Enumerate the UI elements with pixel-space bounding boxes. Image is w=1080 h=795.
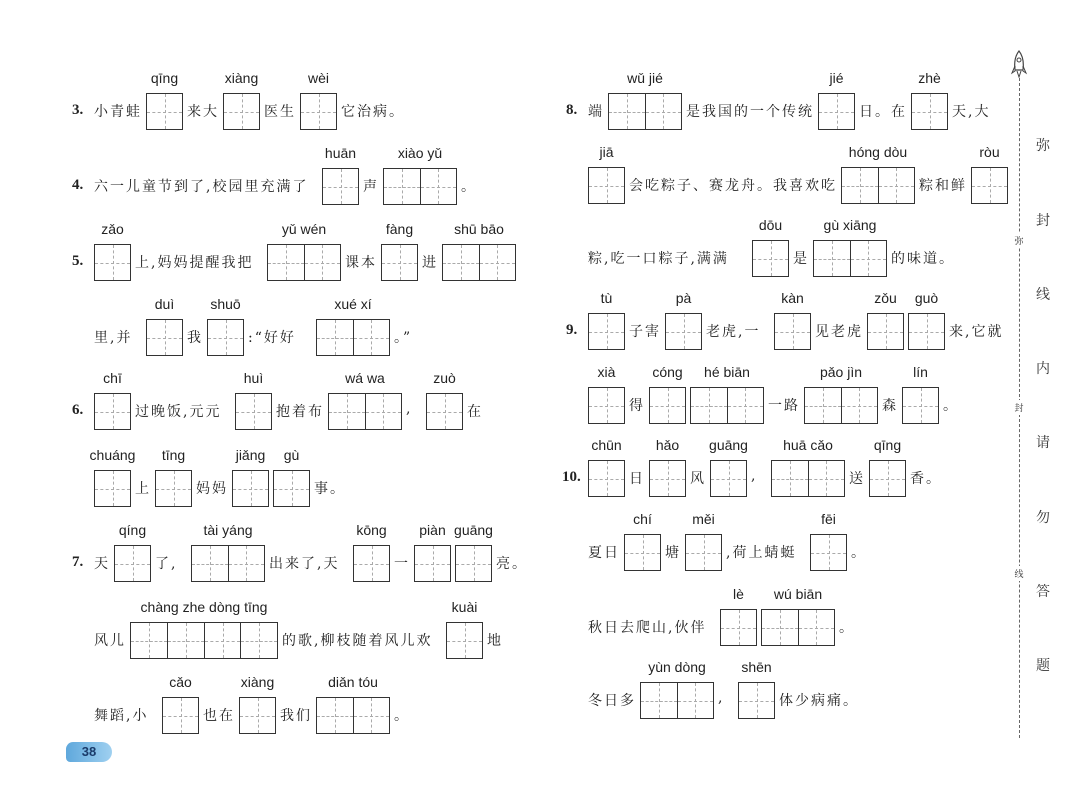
pinyin-label: jié: [829, 70, 844, 86]
tianzige-answer-box[interactable]: [146, 93, 183, 130]
tianzige-answer-box[interactable]: [114, 545, 151, 582]
tianzige-answer-box[interactable]: [588, 167, 625, 204]
question-number: 5.: [72, 253, 84, 269]
pinyin-label: tài yáng: [203, 522, 253, 538]
sentence-text: 日。在: [859, 104, 907, 120]
tianzige-cell[interactable]: [909, 314, 944, 349]
tianzige-cell[interactable]: [131, 623, 167, 658]
sentence-text: 。: [839, 620, 855, 636]
pinyin-label: ròu: [979, 144, 1000, 160]
sentence-text: 是: [793, 251, 809, 267]
tianzige-answer-box[interactable]: [191, 545, 265, 582]
tianzige-cell[interactable]: [641, 683, 677, 718]
sentence-text: 地: [487, 633, 503, 649]
tianzige-answer-box[interactable]: [130, 622, 278, 659]
tianzige-cell[interactable]: [711, 461, 746, 496]
tianzige-cell[interactable]: [115, 546, 150, 581]
sentence-text: 医生: [264, 104, 296, 120]
sentence-text: 冬日多: [588, 693, 636, 709]
pinyin-label: guò: [914, 290, 939, 306]
pinyin-label: gù: [283, 447, 300, 463]
tianzige-cell[interactable]: [240, 698, 275, 733]
pinyin-label: yùn dòng: [648, 659, 706, 675]
sentence-text: 妈妈: [196, 481, 228, 497]
tianzige-cell[interactable]: [95, 471, 130, 506]
sentence-text: 的味道。: [891, 251, 955, 267]
pinyin-label: cǎo: [169, 674, 192, 690]
tianzige-cell[interactable]: [753, 241, 788, 276]
sentence-text: 亮。: [496, 556, 528, 572]
tianzige-answer-box[interactable]: [867, 313, 904, 350]
tianzige-answer-box[interactable]: [162, 697, 199, 734]
tianzige-cell[interactable]: [317, 698, 353, 733]
pinyin-label: shū bāo: [454, 221, 504, 237]
tianzige-cell[interactable]: [95, 245, 130, 280]
tianzige-answer-box[interactable]: [155, 470, 192, 507]
tianzige-cell[interactable]: [842, 168, 878, 203]
sentence-text: 粽,吃一口粽子,满满: [588, 251, 729, 267]
sentence-text: ,: [406, 401, 413, 417]
binding-char: 勿: [1036, 510, 1050, 526]
tianzige-cell[interactable]: [589, 388, 624, 423]
tianzige-answer-box[interactable]: [267, 244, 341, 281]
tianzige-cell[interactable]: [686, 535, 721, 570]
tianzige-answer-box[interactable]: [273, 470, 310, 507]
tianzige-cell[interactable]: [972, 168, 1007, 203]
tianzige-cell[interactable]: [236, 394, 271, 429]
tianzige-answer-box[interactable]: [383, 168, 457, 205]
tianzige-cell[interactable]: [456, 546, 491, 581]
tianzige-cell[interactable]: [811, 535, 846, 570]
pinyin-label: wǔ jié: [627, 70, 663, 86]
pinyin-label: piàn: [419, 522, 446, 538]
pinyin-label: lín: [913, 364, 928, 380]
sentence-text: 天: [94, 556, 110, 572]
pinyin-label: chī: [103, 370, 122, 386]
sentence-text: 香。: [910, 471, 942, 487]
tianzige-cell[interactable]: [323, 169, 358, 204]
tianzige-cell[interactable]: [650, 461, 685, 496]
sentence-text: 风儿: [94, 633, 126, 649]
sentence-text: ,: [718, 690, 725, 706]
pinyin-label: chūn: [591, 437, 622, 453]
tianzige-cell[interactable]: [721, 610, 756, 645]
binding-char: 封: [1036, 213, 1050, 229]
tianzige-answer-box[interactable]: [94, 244, 131, 281]
tianzige-cell[interactable]: [224, 94, 259, 129]
tianzige-answer-box[interactable]: [902, 387, 939, 424]
binding-char: 题: [1036, 658, 1050, 674]
tianzige-cell[interactable]: [739, 683, 774, 718]
tianzige-cell[interactable]: [645, 94, 681, 129]
pinyin-label: xià: [597, 364, 616, 380]
pinyin-label: chàng zhe dòng tīng: [140, 599, 268, 615]
binding-small-char: 线: [1014, 566, 1023, 581]
sentence-text: 进: [422, 255, 438, 271]
pinyin-label: zhè: [918, 70, 941, 86]
tianzige-answer-box[interactable]: [300, 93, 337, 130]
sentence-text: 抱着布: [276, 404, 324, 420]
sentence-text: 子害: [629, 324, 661, 340]
pinyin-label: xué xí: [334, 296, 372, 312]
sentence-text: 。: [394, 708, 410, 724]
pinyin-label: xiàng: [224, 70, 259, 86]
sentence-text: 老虎,一: [706, 324, 761, 340]
tianzige-cell[interactable]: [870, 461, 905, 496]
tianzige-answer-box[interactable]: [774, 313, 811, 350]
pinyin-label: cóng: [652, 364, 683, 380]
pinyin-label: lè: [733, 586, 744, 602]
tianzige-cell[interactable]: [420, 169, 456, 204]
sentence-text: 也在: [203, 708, 235, 724]
tianzige-answer-box[interactable]: [446, 622, 483, 659]
pinyin-label: pà: [675, 290, 692, 306]
sentence-text: 声: [363, 179, 379, 195]
tianzige-cell[interactable]: [304, 245, 340, 280]
sentence-text: 天,大: [952, 104, 991, 120]
tianzige-cell[interactable]: [384, 169, 420, 204]
tianzige-answer-box[interactable]: [813, 240, 887, 277]
tianzige-cell[interactable]: [625, 535, 660, 570]
question-number: 6.: [72, 402, 84, 418]
tianzige-answer-box[interactable]: [665, 313, 702, 350]
tianzige-answer-box[interactable]: [908, 313, 945, 350]
question-number: 9.: [566, 322, 578, 338]
sentence-text: 课本: [345, 255, 377, 271]
sentence-text: 森: [882, 398, 898, 414]
tianzige-cell[interactable]: [317, 320, 353, 355]
tianzige-answer-box[interactable]: [207, 319, 244, 356]
tianzige-answer-box[interactable]: [588, 460, 625, 497]
sentence-text: 会吃粽子、赛龙舟。我喜欢吃: [629, 178, 837, 194]
tianzige-cell[interactable]: [691, 388, 727, 423]
pinyin-label: tīng: [161, 447, 186, 463]
tianzige-answer-box[interactable]: [223, 93, 260, 130]
pinyin-label: qīng: [873, 437, 902, 453]
sentence-text: 上,妈妈提醒我把: [135, 255, 254, 271]
tianzige-cell[interactable]: [878, 168, 914, 203]
sentence-text: 出来了,天: [269, 556, 340, 572]
pinyin-label: zuò: [433, 370, 456, 386]
sentence-text: 来,它就: [949, 324, 1004, 340]
page-number-badge: 38: [66, 742, 112, 762]
pinyin-label: tù: [600, 290, 613, 306]
sentence-text: 事。: [314, 481, 346, 497]
tianzige-answer-box[interactable]: [426, 393, 463, 430]
pinyin-label: xiào yǔ: [397, 145, 443, 161]
tianzige-cell[interactable]: [95, 394, 130, 429]
tianzige-answer-box[interactable]: [649, 387, 686, 424]
tianzige-cell[interactable]: [204, 623, 241, 658]
tianzige-cell[interactable]: [479, 245, 515, 280]
tianzige-answer-box[interactable]: [588, 313, 625, 350]
tianzige-answer-box[interactable]: [414, 545, 451, 582]
tianzige-cell[interactable]: [868, 314, 903, 349]
tianzige-cell[interactable]: [609, 94, 645, 129]
pinyin-label: fēi: [821, 511, 836, 527]
sentence-text: 。: [461, 179, 477, 195]
tianzige-answer-box[interactable]: [911, 93, 948, 130]
sentence-text: 一路: [768, 398, 800, 414]
tianzige-cell[interactable]: [589, 314, 624, 349]
sentence-text: 我: [187, 330, 203, 346]
pinyin-label: shuō: [210, 296, 241, 312]
tianzige-cell[interactable]: [443, 245, 479, 280]
tianzige-answer-box[interactable]: [322, 168, 359, 205]
binding-small-char: 弥: [1014, 233, 1023, 248]
tianzige-cell[interactable]: [798, 610, 834, 645]
tianzige-answer-box[interactable]: [810, 534, 847, 571]
binding-char: 弥: [1036, 138, 1050, 154]
tianzige-cell[interactable]: [233, 471, 268, 506]
pinyin-label: yǔ wén: [281, 221, 327, 237]
sentence-text: 体少病痛。: [779, 693, 859, 709]
tianzige-cell[interactable]: [228, 546, 264, 581]
sentence-text: ,荷上蜻蜓: [726, 545, 797, 561]
tianzige-cell[interactable]: [274, 471, 309, 506]
tianzige-answer-box[interactable]: [588, 387, 625, 424]
tianzige-answer-box[interactable]: [235, 393, 272, 430]
tianzige-cell[interactable]: [301, 94, 336, 129]
tianzige-cell[interactable]: [762, 610, 798, 645]
pinyin-label: duì: [154, 296, 175, 312]
tianzige-answer-box[interactable]: [94, 470, 131, 507]
sentence-text: 得: [629, 398, 645, 414]
sentence-text: 端: [588, 104, 604, 120]
tianzige-cell[interactable]: [354, 546, 389, 581]
tianzige-answer-box[interactable]: [316, 319, 390, 356]
tianzige-cell[interactable]: [268, 245, 304, 280]
tianzige-cell[interactable]: [192, 546, 228, 581]
binding-small-char: 封: [1014, 400, 1023, 415]
pinyin-label: hǎo: [655, 437, 680, 453]
tianzige-cell[interactable]: [382, 245, 417, 280]
tianzige-cell[interactable]: [589, 461, 624, 496]
sentence-text: 在: [467, 404, 483, 420]
tianzige-cell[interactable]: [805, 388, 841, 423]
tianzige-answer-box[interactable]: [771, 460, 845, 497]
pinyin-label: jiǎng: [235, 447, 266, 463]
tianzige-cell[interactable]: [903, 388, 938, 423]
tianzige-answer-box[interactable]: [710, 460, 747, 497]
pinyin-label: qīng: [150, 70, 179, 86]
tianzige-answer-box[interactable]: [738, 682, 775, 719]
tianzige-answer-box[interactable]: [869, 460, 906, 497]
tianzige-answer-box[interactable]: [818, 93, 855, 130]
tianzige-cell[interactable]: [415, 546, 450, 581]
pinyin-label: wú biān: [773, 586, 823, 602]
pinyin-label: diǎn tóu: [328, 674, 378, 690]
pinyin-label: zǎo: [101, 221, 124, 237]
tianzige-answer-box[interactable]: [841, 167, 915, 204]
sentence-text: ,: [751, 468, 758, 484]
sentence-text: 来大: [187, 104, 219, 120]
sentence-text: 日: [629, 471, 645, 487]
sentence-text: :“好好: [248, 330, 296, 346]
sentence-text: 。: [943, 398, 959, 414]
tianzige-answer-box[interactable]: [752, 240, 789, 277]
tianzige-cell[interactable]: [353, 698, 389, 733]
sentence-text: 是我国的一个传统: [686, 104, 814, 120]
pinyin-label: shēn: [741, 659, 772, 675]
pinyin-label: guāng: [454, 522, 493, 538]
binding-char: 线: [1036, 287, 1050, 303]
tianzige-answer-box[interactable]: [239, 697, 276, 734]
tianzige-cell[interactable]: [850, 241, 886, 276]
pinyin-label: huì: [243, 370, 264, 386]
tianzige-answer-box[interactable]: [455, 545, 492, 582]
tianzige-answer-box[interactable]: [442, 244, 516, 281]
tianzige-cell[interactable]: [772, 461, 808, 496]
sentence-text: 里,并: [94, 330, 133, 346]
pinyin-label: kōng: [356, 522, 387, 538]
tianzige-answer-box[interactable]: [804, 387, 878, 424]
tianzige-answer-box[interactable]: [608, 93, 682, 130]
tianzige-cell[interactable]: [677, 683, 713, 718]
tianzige-cell[interactable]: [912, 94, 947, 129]
sentence-text: 了,: [155, 556, 178, 572]
sentence-text: 。”: [394, 330, 413, 346]
sentence-text: 秋日去爬山,伙伴: [588, 620, 707, 636]
pinyin-label: pǎo jìn: [819, 364, 863, 380]
sentence-text: 六一儿童节到了,校园里充满了: [94, 179, 309, 195]
tianzige-answer-box[interactable]: [353, 545, 390, 582]
tianzige-cell[interactable]: [167, 623, 204, 658]
tianzige-answer-box[interactable]: [720, 609, 757, 646]
tianzige-cell[interactable]: [589, 168, 624, 203]
sentence-text: 上: [135, 481, 151, 497]
pinyin-label: wèi: [307, 70, 330, 86]
rocket-icon: [1010, 50, 1028, 78]
pinyin-label: hé biān: [704, 364, 750, 380]
tianzige-cell[interactable]: [240, 623, 277, 658]
sentence-text: 过晚饭,元元: [135, 404, 222, 420]
tianzige-cell[interactable]: [775, 314, 810, 349]
tianzige-cell[interactable]: [814, 241, 850, 276]
pinyin-label: guāng: [709, 437, 748, 453]
question-number: 3.: [72, 102, 84, 118]
binding-char: 内: [1036, 361, 1050, 377]
sentence-text: 一: [394, 556, 410, 572]
pinyin-label: wá wa: [345, 370, 385, 386]
tianzige-answer-box[interactable]: [690, 387, 764, 424]
sentence-text: 夏日: [588, 545, 620, 561]
pinyin-label: kàn: [781, 290, 804, 306]
tianzige-answer-box[interactable]: [685, 534, 722, 571]
tianzige-cell[interactable]: [147, 320, 182, 355]
tianzige-cell[interactable]: [427, 394, 462, 429]
sentence-text: 风: [690, 471, 706, 487]
sentence-text: 送: [849, 471, 865, 487]
sentence-text: 的歌,柳枝随着风儿欢: [282, 633, 433, 649]
tianzige-cell[interactable]: [808, 461, 844, 496]
pinyin-label: chuáng: [89, 447, 136, 463]
tianzige-cell[interactable]: [819, 94, 854, 129]
tianzige-answer-box[interactable]: [381, 244, 418, 281]
sentence-text: 见老虎: [815, 324, 863, 340]
tianzige-answer-box[interactable]: [94, 393, 131, 430]
tianzige-answer-box[interactable]: [146, 319, 183, 356]
binding-char: 答: [1036, 584, 1050, 600]
tianzige-answer-box[interactable]: [328, 393, 402, 430]
tianzige-cell[interactable]: [163, 698, 198, 733]
tianzige-cell[interactable]: [208, 320, 243, 355]
pinyin-label: jiā: [599, 144, 614, 160]
pinyin-label: hóng dòu: [848, 144, 908, 160]
tianzige-cell[interactable]: [727, 388, 763, 423]
binding-char: 请: [1036, 435, 1050, 451]
tianzige-cell[interactable]: [329, 394, 365, 429]
pinyin-label: zǒu: [874, 290, 897, 306]
sentence-text: 塘: [665, 545, 681, 561]
tianzige-cell[interactable]: [447, 623, 482, 658]
tianzige-answer-box[interactable]: [649, 460, 686, 497]
question-number: 10.: [562, 469, 581, 485]
pinyin-label: qíng: [118, 522, 147, 538]
sentence-text: 。: [851, 545, 867, 561]
sentence-text: 它治病。: [341, 104, 405, 120]
tianzige-cell[interactable]: [365, 394, 401, 429]
tianzige-cell[interactable]: [147, 94, 182, 129]
tianzige-cell[interactable]: [666, 314, 701, 349]
pinyin-label: měi: [692, 511, 715, 527]
sentence-text: 小青蛙: [94, 104, 142, 120]
question-number: 7.: [72, 554, 84, 570]
tianzige-answer-box[interactable]: [640, 682, 714, 719]
pinyin-label: huā cǎo: [783, 437, 833, 453]
sentence-text: 舞蹈,小: [94, 708, 149, 724]
pinyin-label: huān: [324, 145, 357, 161]
tianzige-answer-box[interactable]: [232, 470, 269, 507]
question-number: 4.: [72, 177, 84, 193]
tianzige-answer-box[interactable]: [971, 167, 1008, 204]
pinyin-label: fàng: [385, 221, 414, 237]
sentence-text: 粽和鲜: [919, 178, 967, 194]
question-number: 8.: [566, 102, 578, 118]
pinyin-label: dōu: [758, 217, 783, 233]
tianzige-answer-box[interactable]: [316, 697, 390, 734]
tianzige-answer-box[interactable]: [624, 534, 661, 571]
sentence-text: 我们: [280, 708, 312, 724]
pinyin-label: gù xiāng: [823, 217, 877, 233]
pinyin-label: xiàng: [240, 674, 275, 690]
pinyin-label: kuài: [451, 599, 478, 615]
tianzige-cell[interactable]: [353, 320, 389, 355]
tianzige-cell[interactable]: [841, 388, 877, 423]
pinyin-label: chí: [633, 511, 652, 527]
tianzige-cell[interactable]: [156, 471, 191, 506]
tianzige-cell[interactable]: [650, 388, 685, 423]
tianzige-answer-box[interactable]: [761, 609, 835, 646]
